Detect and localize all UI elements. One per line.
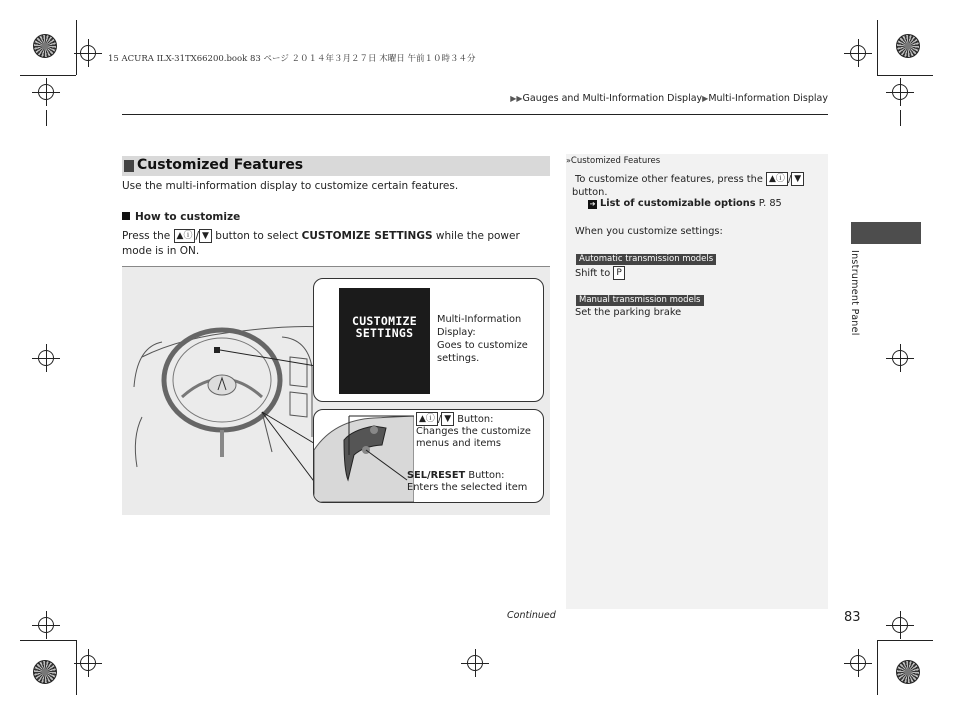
- registration-mark-icon: [80, 45, 96, 61]
- section-title: Customized Features: [137, 157, 304, 173]
- link-page[interactable]: P. 85: [755, 198, 782, 209]
- sidebar-text: button.: [572, 187, 608, 198]
- automatic-models-tag: Automatic transmission models: [576, 254, 716, 265]
- registration-mark-icon: [38, 84, 54, 100]
- breadcrumb-separator-icon: ▶: [702, 94, 709, 103]
- display-label-line: Goes to customize: [437, 340, 528, 351]
- sel-reset-button-label: [407, 470, 541, 494]
- up-down-button-label: [416, 412, 541, 450]
- display-label-line: settings.: [437, 353, 480, 364]
- slash: /: [787, 174, 792, 185]
- down-button-icon: ▼: [199, 229, 212, 243]
- display-callout: [313, 278, 544, 402]
- intro-text: Use the multi-information display to customize certain features.: [122, 180, 459, 192]
- customize-settings-term: CUSTOMIZE SETTINGS: [301, 230, 433, 242]
- sel-reset-desc: Enters the selected item: [407, 482, 528, 493]
- how-to-heading: [122, 211, 240, 223]
- registration-mark-icon: [80, 655, 96, 671]
- park-position-icon: P: [613, 266, 624, 280]
- shift-instruction: [575, 266, 625, 280]
- how-to-step: [122, 229, 552, 259]
- breadcrumb-arrows-icon: ▶▶: [510, 94, 523, 103]
- sidebar-paragraph: [572, 172, 815, 199]
- bullet-square-icon: [122, 212, 130, 220]
- display-label-line: Display:: [437, 327, 476, 338]
- header-rule: [122, 114, 828, 115]
- registration-mark-icon: [892, 84, 908, 100]
- sidebar-heading-text: Customized Features: [570, 156, 661, 166]
- registration-mark-icon: [467, 655, 483, 671]
- multi-information-display: [339, 288, 430, 394]
- steering-buttons-callout: [313, 409, 544, 503]
- screen-line-1: CUSTOMIZE: [351, 314, 417, 328]
- sel-reset-term: SEL/RESET: [407, 470, 466, 481]
- step-text: while the power mode is in ON.: [122, 230, 520, 257]
- printer-rosette-icon: [33, 34, 57, 58]
- printer-rosette-icon: [896, 34, 920, 58]
- section-heading: [122, 156, 550, 176]
- chapter-tab-label: [844, 250, 864, 340]
- customizable-options-link[interactable]: [588, 198, 782, 209]
- slash: /: [195, 230, 200, 242]
- breadcrumb-part-1[interactable]: Gauges and Multi-Information Display: [522, 93, 703, 104]
- registration-mark-icon: [38, 350, 54, 366]
- chapter-tab-label-text: Instrument Panel: [849, 250, 860, 336]
- sidebar-heading: [566, 156, 660, 166]
- manual-models-tag: Manual transmission models: [576, 295, 704, 306]
- registration-mark-icon: [892, 350, 908, 366]
- sidebar-when-text: When you customize settings:: [575, 226, 723, 237]
- display-callout-label: [437, 313, 537, 365]
- breadcrumb: [510, 93, 828, 104]
- link-text[interactable]: List of customizable options: [600, 198, 756, 209]
- registration-mark-icon: [850, 655, 866, 671]
- down-button-icon: ▼: [791, 172, 804, 186]
- shift-text: Shift to: [575, 268, 614, 279]
- page-number: 83: [844, 610, 861, 625]
- printer-rosette-icon: [33, 660, 57, 684]
- double-chevron-icon: »: [566, 156, 571, 165]
- section-square-icon: [124, 160, 134, 172]
- button-desc-line: Changes the customize: [416, 426, 531, 437]
- step-text: button to select: [211, 230, 302, 242]
- info-up-button-icon: ▲ⓘ: [174, 229, 196, 243]
- button-label: Button:: [454, 414, 494, 425]
- down-button-icon: ▼: [441, 412, 454, 426]
- continued-note: Continued: [507, 610, 556, 621]
- sidebar-notes: [566, 154, 828, 609]
- parking-brake-instruction: Set the parking brake: [575, 307, 682, 318]
- how-to-heading-text: How to customize: [135, 211, 241, 223]
- button-desc-line: menus and items: [416, 438, 501, 449]
- reference-arrow-icon: ➔: [589, 200, 596, 208]
- print-header: 15 ACURA ILX-31TX66200.book 83 ページ ２０１４年３月２７日 木曜日 午前１０時３４分: [108, 54, 476, 64]
- info-up-button-icon: ▲ⓘ: [766, 172, 788, 186]
- steering-switch-drawing: [314, 410, 414, 502]
- registration-mark-icon: [850, 45, 866, 61]
- screen-line-2: SETTINGS: [355, 326, 414, 340]
- slash: /: [437, 414, 442, 425]
- display-label-line: Multi-Information: [437, 314, 522, 325]
- chapter-tab[interactable]: [851, 222, 921, 244]
- button-label: Button:: [465, 470, 505, 481]
- info-up-button-icon: ▲ⓘ: [416, 412, 438, 426]
- registration-mark-icon: [38, 617, 54, 633]
- breadcrumb-part-2[interactable]: Multi-Information Display: [708, 93, 828, 104]
- printer-rosette-icon: [896, 660, 920, 684]
- registration-mark-icon: [892, 617, 908, 633]
- step-text: Press the: [122, 230, 174, 242]
- sidebar-text: To customize other features, press the: [575, 174, 767, 185]
